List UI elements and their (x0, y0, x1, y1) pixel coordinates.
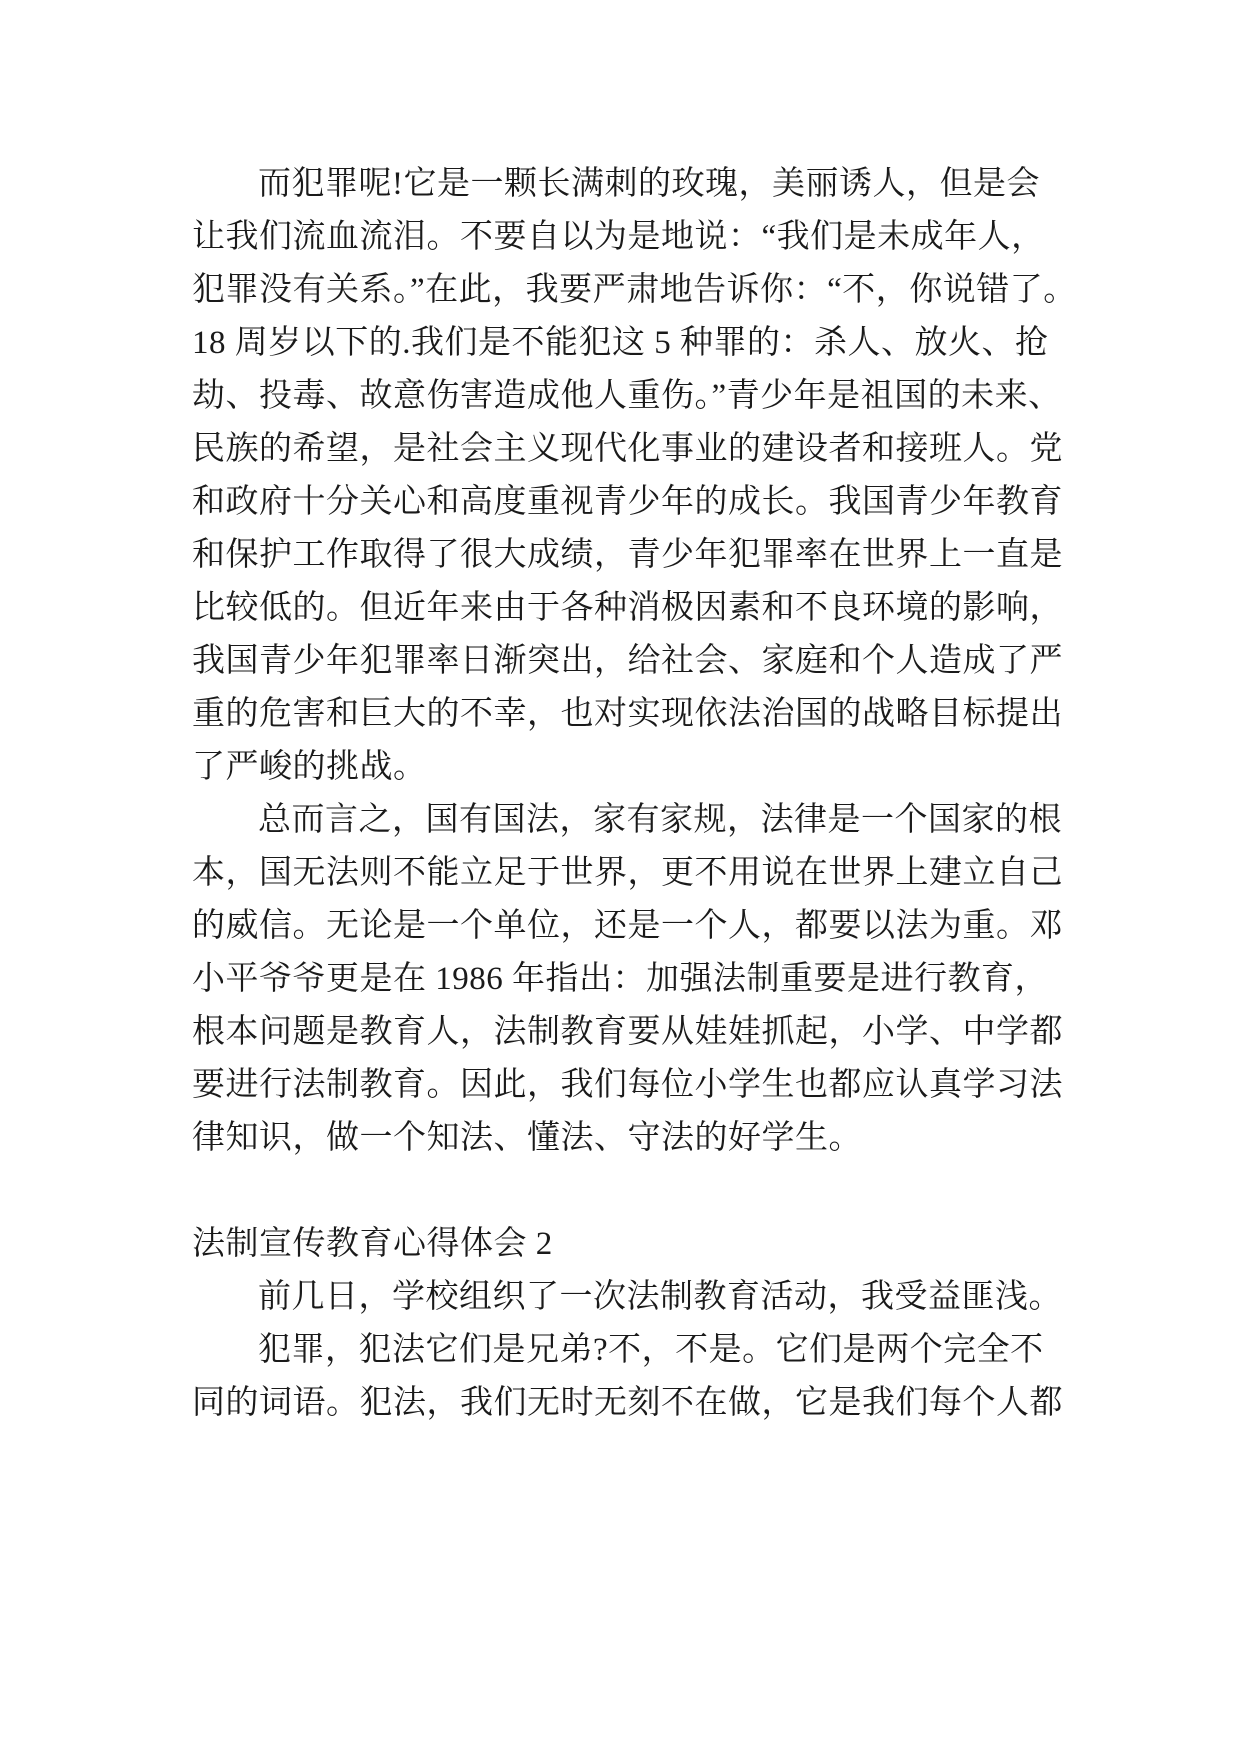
text-line: 和政府十分关心和高度重视青少年的成长。我国青少年教育 (192, 484, 1063, 520)
text-line: 我国青少年犯罪率日渐突出，给社会、家庭和个人造成了严 (192, 643, 1063, 679)
section-heading-text: 法制宣传教育心得体会 2 (192, 1226, 553, 1262)
text-line: 小平爷爷更是在 1986 年指出：加强法制重要是进行教育， (192, 961, 1048, 997)
section-heading (192, 1218, 1121, 1271)
text-line: 总而言之，国有国法，家有家规，法律是一个国家的根 (258, 802, 1062, 838)
body-paragraph (192, 1324, 1121, 1430)
text-line: 本，国无法则不能立足于世界，更不用说在世界上建立自己 (192, 855, 1063, 891)
body-paragraph (192, 1271, 1121, 1324)
body-paragraph (192, 158, 1121, 794)
text-line: 重的危害和巨大的不幸，也对实现依法治国的战略目标提出 (192, 696, 1063, 732)
text-line: 要进行法制教育。因此，我们每位小学生也都应认真学习法 (192, 1067, 1063, 1103)
text-line: 前几日，学校组织了一次法制教育活动，我受益匪浅。 (258, 1279, 1062, 1315)
body-paragraph (192, 794, 1121, 1165)
text-line: 劫、投毒、故意伤害造成他人重伤。”青少年是祖国的未来、 (192, 378, 1062, 414)
text-line: 而犯罪呢!它是一颗长满刺的玫瑰，美丽诱人，但是会 (258, 166, 1040, 202)
text-line: 民族的希望，是社会主义现代化事业的建设者和接班人。党 (192, 431, 1063, 467)
text-line: 的威信。无论是一个单位，还是一个人，都要以法为重。邓 (192, 908, 1063, 944)
text-line: 犯罪没有关系。”在此，我要严肃地告诉你：“不，你说错了。 (192, 272, 1077, 308)
text-line: 犯罪，犯法它们是兄弟?不，不是。它们是两个完全不 (258, 1332, 1044, 1368)
text-line: 和保护工作取得了很大成绩，青少年犯罪率在世界上一直是 (192, 537, 1063, 573)
text-line: 18 周岁以下的.我们是不能犯这 5 种罪的：杀人、放火、抢 (192, 325, 1049, 361)
text-line: 了严峻的挑战。 (192, 749, 427, 785)
text-line: 根本问题是教育人，法制教育要从娃娃抓起，小学、中学都 (192, 1014, 1063, 1050)
text-line: 律知识，做一个知法、懂法、守法的好学生。 (192, 1120, 862, 1156)
text-line: 同的词语。犯法，我们无时无刻不在做，它是我们每个人都 (192, 1385, 1063, 1421)
text-line: 比较低的。但近年来由于各种消极因素和不良环境的影响， (192, 590, 1063, 626)
text-line: 让我们流血流泪。不要自以为是地说：“我们是未成年人， (192, 219, 1045, 255)
